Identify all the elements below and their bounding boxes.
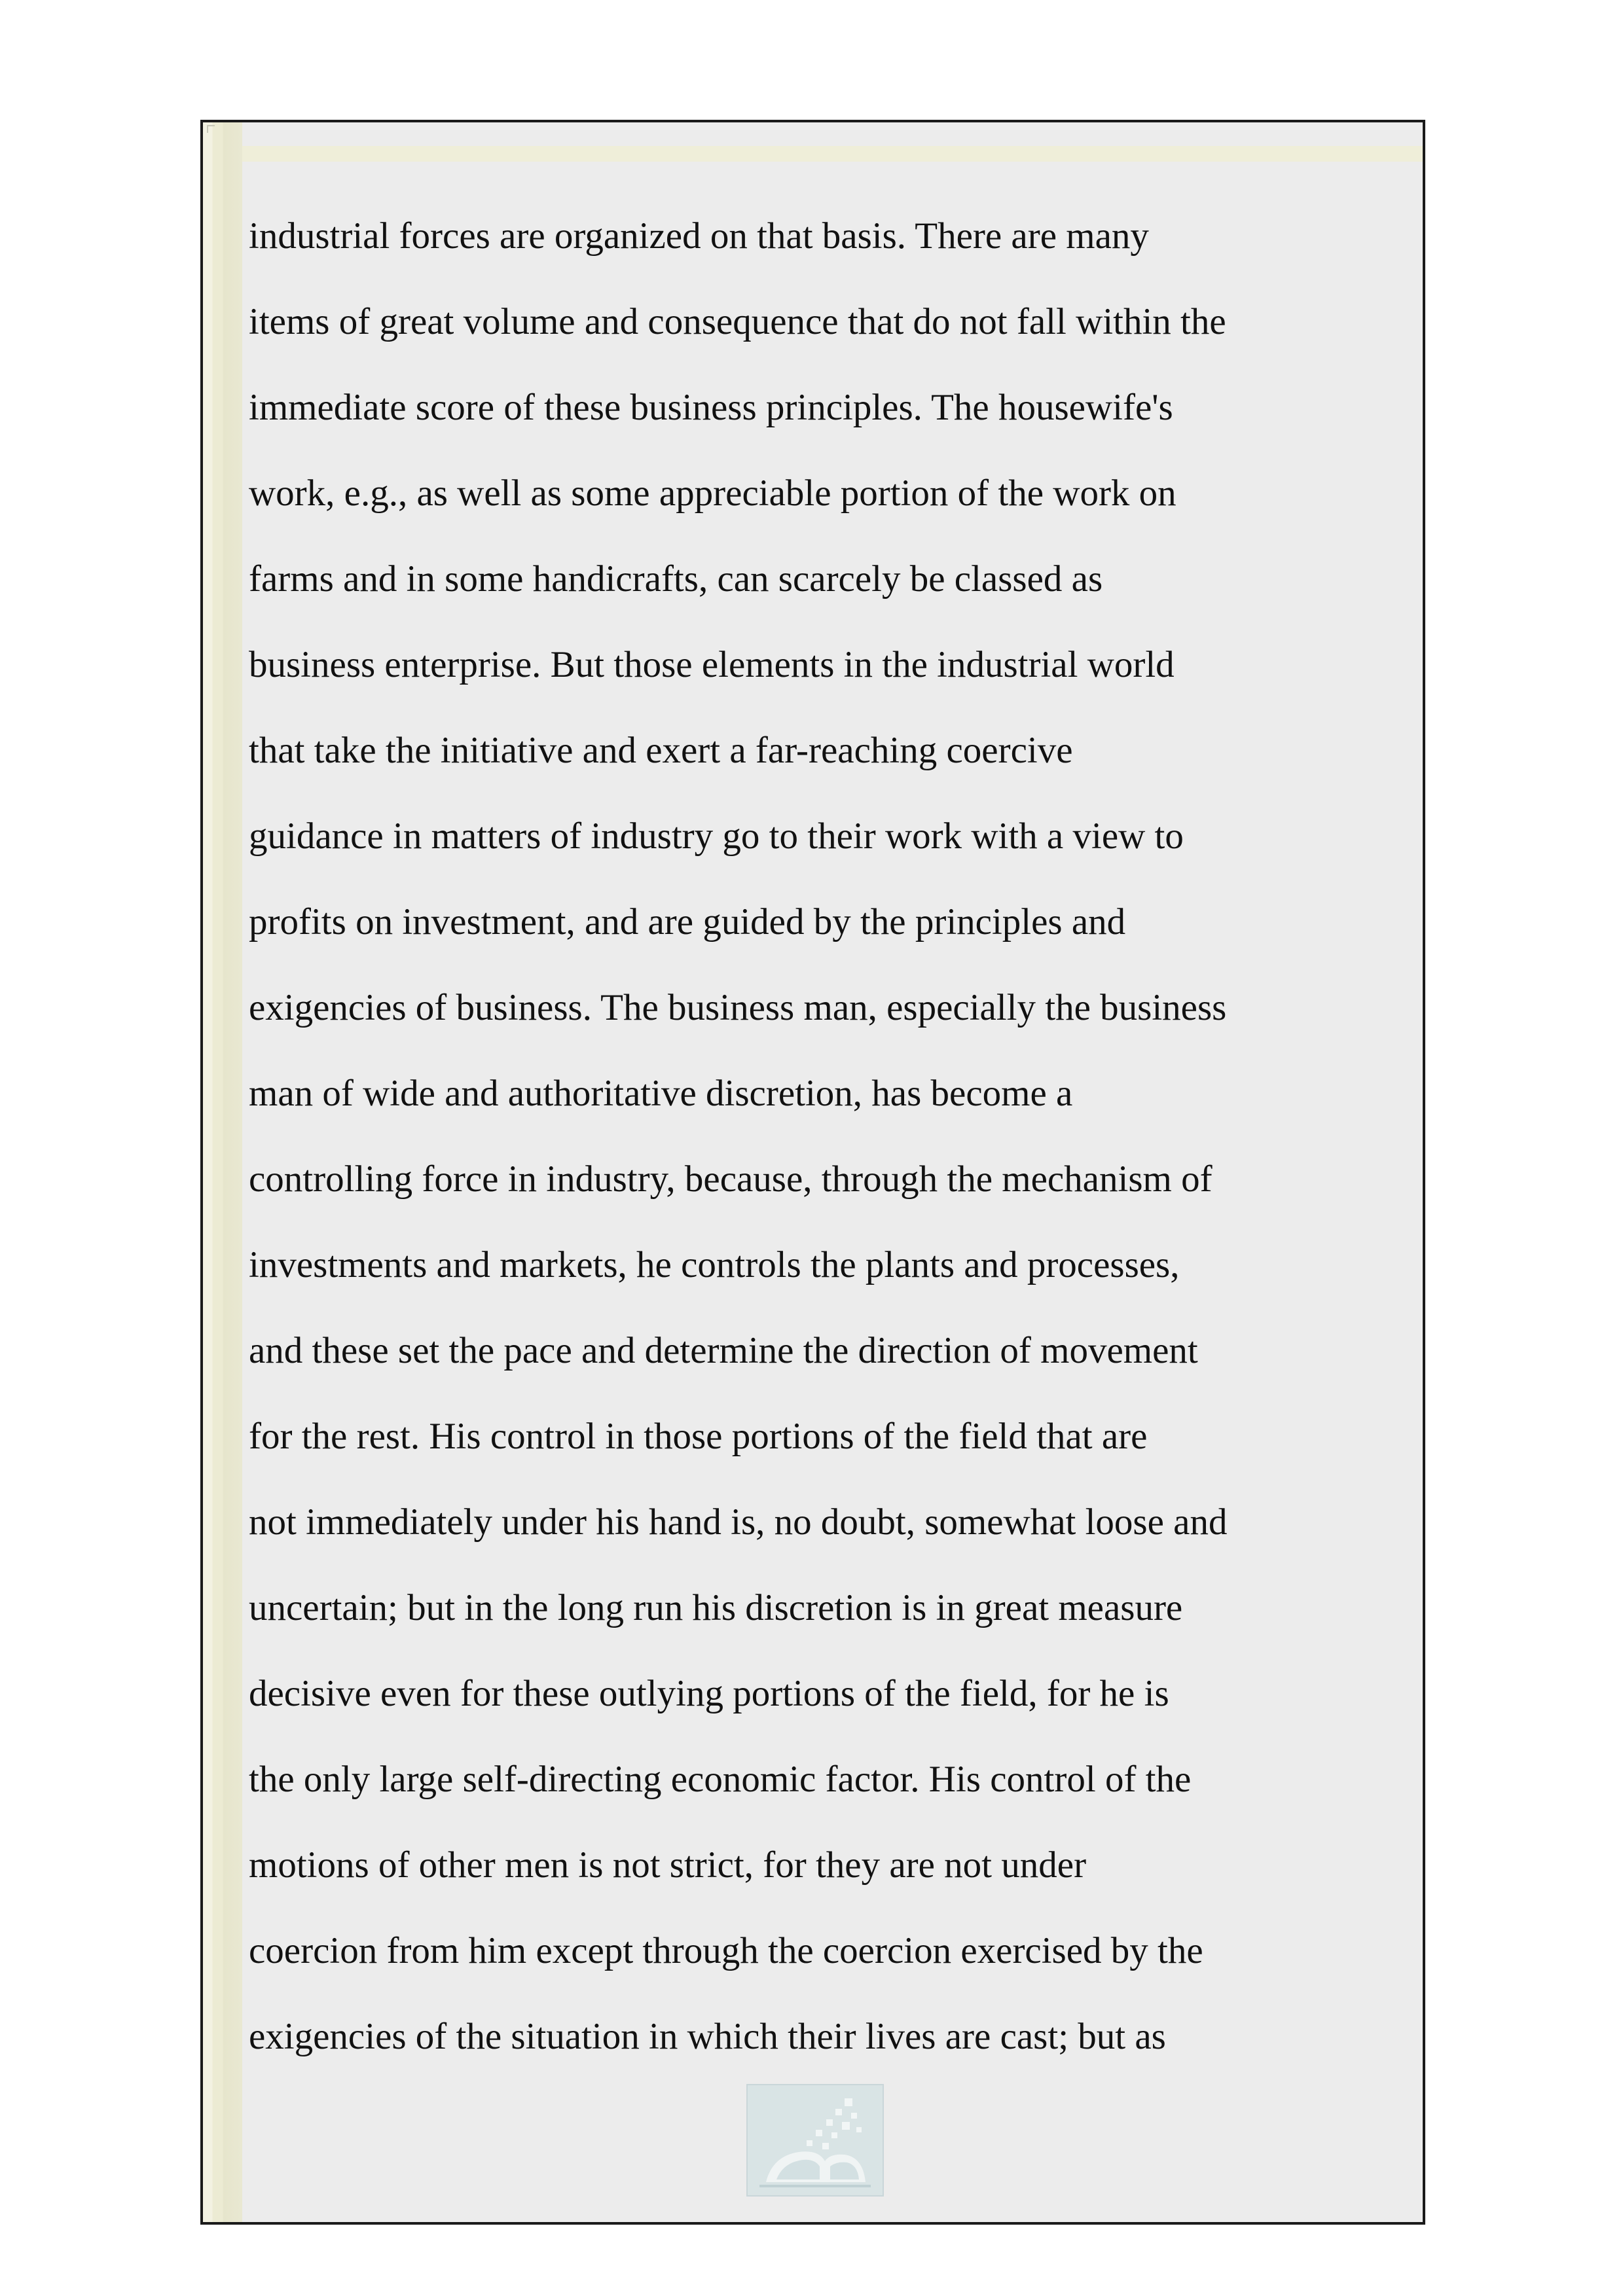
corner-mark bbox=[207, 125, 215, 133]
text-line: the only large self-directing economic factor. His control of the bbox=[249, 1759, 1192, 1800]
text-line: business enterprise. But those elements in the industrial world bbox=[249, 644, 1175, 685]
text-line: decisive even for these outlying portions of the field, for he is bbox=[249, 1673, 1169, 1714]
text-line: for the rest. His control in those portions of the field that are bbox=[249, 1416, 1148, 1457]
page-frame bbox=[200, 120, 1425, 2225]
text-line: motions of other men is not strict, for they are not under bbox=[249, 1844, 1087, 1886]
text-line: coercion from him except through the coercion exercised by the bbox=[249, 1930, 1203, 1971]
text-line: man of wide and authoritative discretion, has become a bbox=[249, 1073, 1073, 1114]
text-line: exigencies of business. The business man, especially the business bbox=[249, 987, 1227, 1028]
text-line: uncertain; but in the long run his discretion is in great measure bbox=[249, 1587, 1183, 1628]
text-line: work, e.g., as well as some appreciable portion of the work on bbox=[249, 473, 1176, 514]
text-line: farms and in some handicrafts, can scarcely be classed as bbox=[249, 558, 1103, 600]
text-line: industrial forces are organized on that basis. There are many bbox=[249, 215, 1149, 257]
left-margin-strip bbox=[203, 122, 242, 2222]
text-line: exigencies of the situation in which their lives are cast; but as bbox=[249, 2016, 1166, 2057]
top-margin-strip bbox=[242, 146, 1423, 162]
book-logo-icon bbox=[746, 2084, 884, 2197]
text-line: profits on investment, and are guided by the principles and bbox=[249, 901, 1126, 942]
text-line: that take the initiative and exert a far-reaching coercive bbox=[249, 730, 1073, 771]
text-line: controlling force in industry, because, through the mechanism of bbox=[249, 1158, 1213, 1200]
text-line: items of great volume and consequence that do not fall within the bbox=[249, 301, 1226, 342]
text-line: investments and markets, he controls the plants and processes, bbox=[249, 1244, 1180, 1285]
text-line: not immediately under his hand is, no doubt, somewhat loose and bbox=[249, 1501, 1228, 1543]
text-line: immediate score of these business principles. The housewife's bbox=[249, 387, 1173, 428]
body-text bbox=[249, 193, 1362, 2079]
text-line: and these set the pace and determine the direction of movement bbox=[249, 1330, 1198, 1371]
text-line: guidance in matters of industry go to their work with a view to bbox=[249, 816, 1184, 857]
